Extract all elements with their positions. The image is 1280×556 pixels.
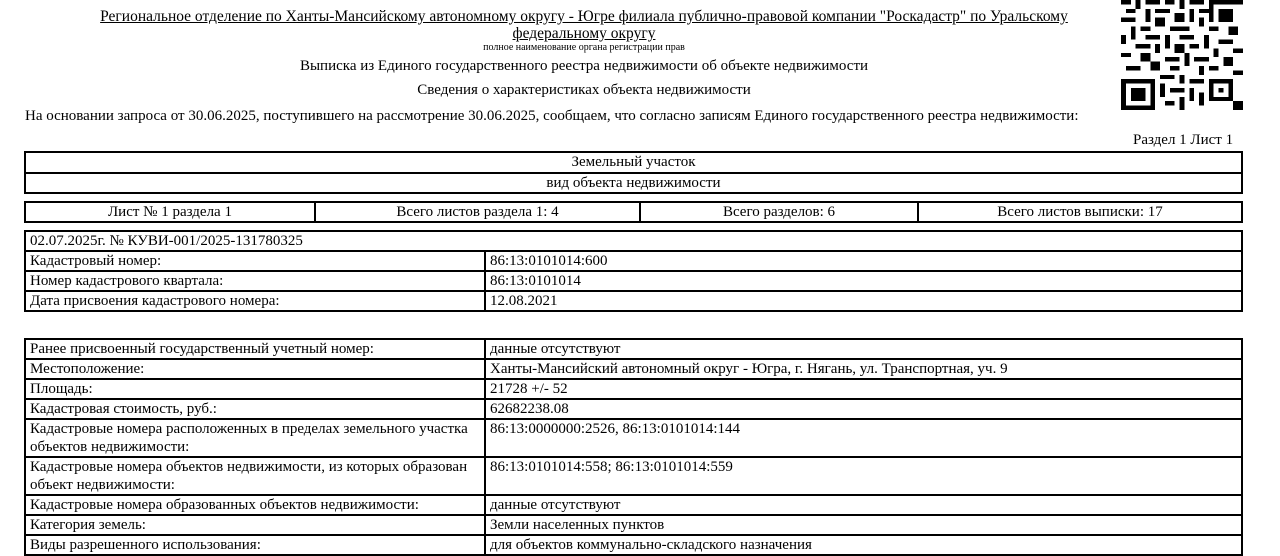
qr-code-icon xyxy=(1121,0,1243,110)
basis-text: На основании запроса от 30.06.2025, поступившего на рассмотрение 30.06.2025, сообщаем, что согласно записям Единого государственного реестра недвижимости: xyxy=(25,108,1079,124)
organization-line2: федеральному округу xyxy=(512,25,656,42)
document-title: Выписка из Единого государственного реестра недвижимости об объекте недвижимости xyxy=(299,58,869,74)
registration-table xyxy=(24,230,1243,312)
table-row xyxy=(25,359,1242,379)
row-label: Площадь: xyxy=(25,379,485,399)
table-row xyxy=(25,271,1242,291)
object-type: Земельный участок xyxy=(25,152,1242,173)
total-section-sheets: Всего листов раздела 1: 4 xyxy=(315,202,640,222)
row-value: 62682238.08 xyxy=(485,399,1242,419)
row-label: Категория земель: xyxy=(25,515,485,535)
row-label: Кадастровые номера образованных объектов недвижимости: xyxy=(25,495,485,515)
details-table xyxy=(24,338,1243,556)
row-label: Кадастровые номера объектов недвижимости, из которых образован объект недвижимости: xyxy=(25,457,485,495)
table-row xyxy=(25,251,1242,271)
row-label: Кадастровый номер: xyxy=(25,251,485,271)
table-row xyxy=(25,535,1242,555)
row-label: Дата присвоения кадастрового номера: xyxy=(25,291,485,311)
table-row xyxy=(25,399,1242,419)
organization-caption: полное наименование органа регистрации прав xyxy=(483,42,685,53)
object-type-caption: вид объекта недвижимости xyxy=(25,173,1242,193)
document-subtitle: Сведения о характеристиках объекта недвижимости xyxy=(417,82,751,98)
row-value: 21728 +/- 52 xyxy=(485,379,1242,399)
total-sections: Всего разделов: 6 xyxy=(640,202,918,222)
object-type-table xyxy=(24,151,1243,194)
row-value: для объектов коммунально-складского назначения xyxy=(485,535,1242,555)
row-value: Земли населенных пунктов xyxy=(485,515,1242,535)
table-row xyxy=(25,515,1242,535)
organization-line1: Региональное отделение по Ханты-Мансийскому автономному округу - Югре филиала публично-правовой компании "Роскадастр" по Уральскому xyxy=(100,8,1068,25)
sheet-number: Лист № 1 раздела 1 xyxy=(25,202,315,222)
sheet-info-table xyxy=(24,201,1243,223)
row-label: Номер кадастрового квартала: xyxy=(25,271,485,291)
table-row xyxy=(25,339,1242,359)
table-row xyxy=(25,379,1242,399)
total-extract-sheets: Всего листов выписки: 17 xyxy=(918,202,1242,222)
table-row xyxy=(25,495,1242,515)
row-label: Ранее присвоенный государственный учетный номер: xyxy=(25,339,485,359)
table-row xyxy=(25,419,1242,457)
row-value: 86:13:0101014 xyxy=(485,271,1242,291)
row-label: Кадастровая стоимость, руб.: xyxy=(25,399,485,419)
row-value: Ханты-Мансийский автономный округ - Югра, г. Нягань, ул. Транспортная, уч. 9 xyxy=(485,359,1242,379)
row-value: 86:13:0000000:2526, 86:13:0101014:144 xyxy=(485,419,1242,457)
table-row xyxy=(25,457,1242,495)
row-value: 86:13:0101014:558; 86:13:0101014:559 xyxy=(485,457,1242,495)
table-row xyxy=(25,291,1242,311)
row-label: Виды разрешенного использования: xyxy=(25,535,485,555)
row-value: 86:13:0101014:600 xyxy=(485,251,1242,271)
record-number: 02.07.2025г. № КУВИ-001/2025-131780325 xyxy=(25,231,1242,251)
section-label: Раздел 1 Лист 1 xyxy=(1133,132,1234,148)
row-value: данные отсутствуют xyxy=(485,495,1242,515)
row-value: данные отсутствуют xyxy=(485,339,1242,359)
row-label: Местоположение: xyxy=(25,359,485,379)
row-value: 12.08.2021 xyxy=(485,291,1242,311)
row-label: Кадастровые номера расположенных в пределах земельного участка объектов недвижимости: xyxy=(25,419,485,457)
